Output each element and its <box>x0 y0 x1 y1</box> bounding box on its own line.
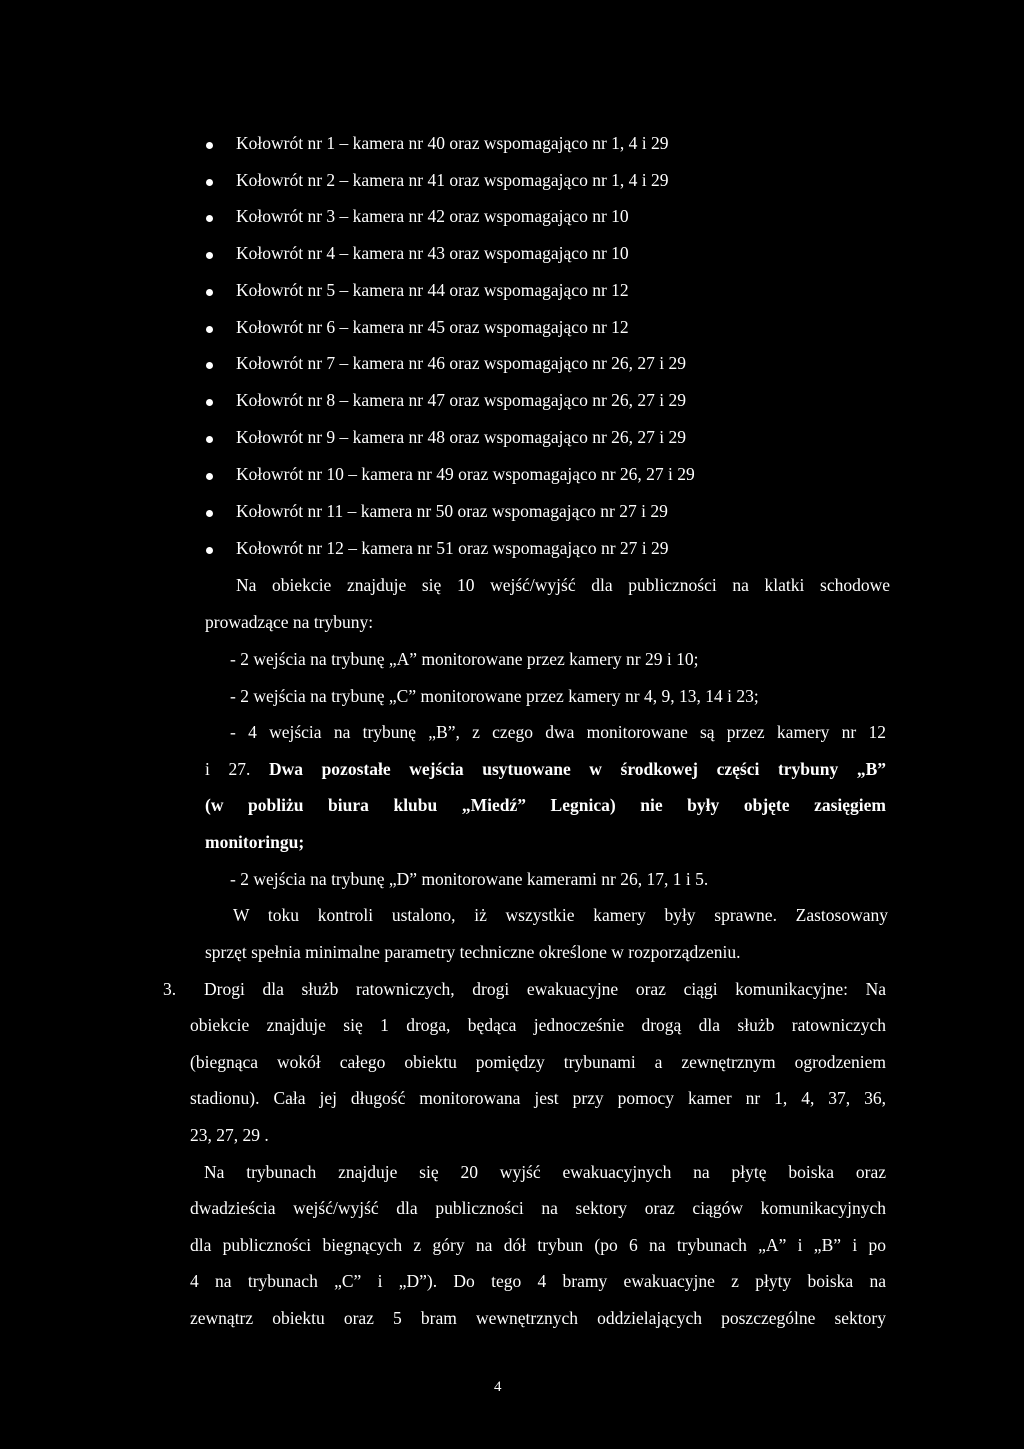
section3-p1-line3: (biegnąca wokół całego obiektu pomiędzy trybunami a zewnętrznym ogrodzeniem <box>190 1052 886 1072</box>
entrance-item-c: - 2 wejścia na trybunę „C” monitorowane przez kamery nr 4, 9, 13, 14 i 23; <box>230 686 759 706</box>
page-number: 4 <box>494 1379 502 1395</box>
section3-p1-line4: stadionu). Cała jej długość monitorowana jest przy pomocy kamer nr 1, 4, 37, 36, <box>190 1088 886 1108</box>
section3-p1-line1: Drogi dla służb ratowniczych, drogi ewakuacyjne oraz ciągi komunikacyjne: Na <box>204 979 886 999</box>
bullet-icon <box>206 473 213 480</box>
section3-p2-line3: dla publiczności biegnących z góry na dół trybun (po 6 na trybunach „A” i „B” i po <box>190 1235 886 1255</box>
section3-p2-line5: zewnątrz obiektu oraz 5 bram wewnętrznych oddzielających poszczególne sektory <box>190 1308 886 1328</box>
bullet-icon <box>206 215 213 222</box>
section-number: 3. <box>163 979 177 999</box>
entrances-intro-line2: prowadzące na trybuny: <box>205 612 374 632</box>
section3-p2-line1: Na trybunach znajduje się 20 wyjść ewakuacyjnych na płytę boiska oraz <box>204 1162 886 1182</box>
bullet-icon <box>206 289 213 296</box>
section3-p1-line5: 23, 27, 29 . <box>190 1125 269 1145</box>
entrance-item-b-line2: i 27. Dwa pozostałe wejścia usytuowane w środkowej części trybuny „B” <box>205 759 887 779</box>
entrance-item-a: - 2 wejścia na trybunę „A” monitorowane przez kamery nr 29 i 10; <box>230 649 699 669</box>
bullet-icon <box>206 399 213 406</box>
bullet-icon <box>206 547 213 554</box>
bullet-icon <box>206 142 213 149</box>
bullet-icon <box>206 252 213 259</box>
entrances-intro-line1: Na obiekcie znajduje się 10 wejść/wyjść dla publiczności na klatki schodowe <box>236 575 890 595</box>
entrance-item-b-line1: - 4 wejścia na trybunę „B”, z czego dwa monitorowane są przez kamery nr 12 <box>230 722 886 742</box>
control-line2: sprzęt spełnia minimalne parametry techniczne określone w rozporządzeniu. <box>205 942 741 962</box>
bullet-icon <box>206 179 213 186</box>
entrance-item-b-line3: (w pobliżu biura klubu „Miedź” Legnica) nie były objęte zasięgiem <box>205 795 886 815</box>
section3-p2-line4: 4 na trybunach „C” i „D”). Do tego 4 bramy ewakuacyjne z płyty boiska na <box>190 1271 886 1291</box>
entrance-item-b-line4: monitoringu; <box>205 832 305 852</box>
section3-p1-line2: obiekcie znajduje się 1 droga, będąca jednocześnie drogą dla służb ratowniczych <box>190 1015 886 1035</box>
bullet-icon <box>206 510 213 517</box>
entrance-item-d: - 2 wejścia na trybunę „D” monitorowane kamerami nr 26, 17, 1 i 5. <box>230 869 709 889</box>
bullet-icon <box>206 436 213 443</box>
bullet-icon <box>206 362 213 369</box>
section3-p2-line2: dwadzieścia wejść/wyjść dla publiczności na sektory oraz ciągów komunikacyjnych <box>190 1198 886 1218</box>
control-line1: W toku kontroli ustalono, iż wszystkie kamery były sprawne. Zastosowany <box>233 905 888 925</box>
bullet-icon <box>206 326 213 333</box>
